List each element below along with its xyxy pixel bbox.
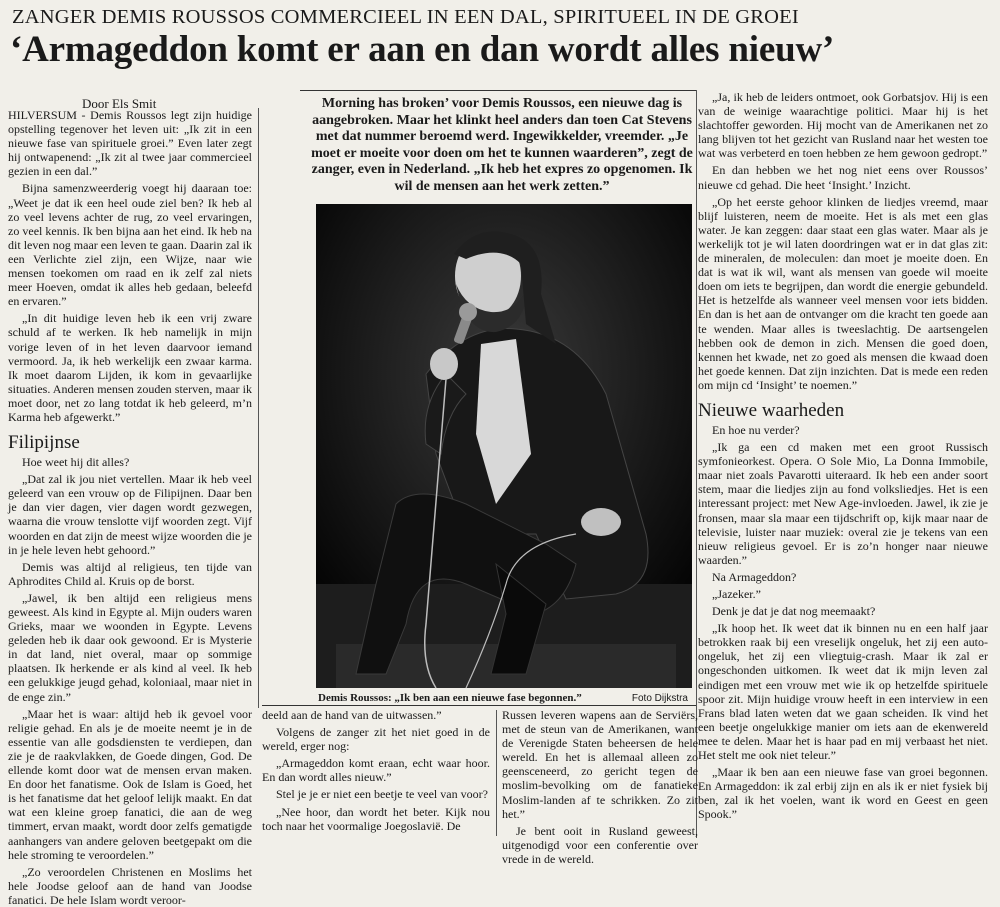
paragraph: „Op het eerste gehoor klinken de liedjes vreemd, maar blijf luisteren, neem de moeite. Het is als met een glas water. Je kan zeggen: daar staat een glas water. Maar als je werkelijk tot je wil laten doordringen wat er in dat glas zit: de mineralen, de moleculen: dan moet je moeite doen. En dat is wat ik wil, want als mensen van goede wil moeite doen om iets te begrijpen, dan wordt die energie gebundeld. Het is hetzelfde als wanneer veel mensen voor iets bidden. En dan is het aan de ontvanger om die kracht ten goede aan te wenden. Maar alles is tweeslachtig. De aartsengelen hebben ook de demon in zich. Mensen die goed doen, kennen het kwade, net zo goed als mensen die kwaad doen het goede kennen. Dat zijn inzichten. Dat is mede een reden om mijn cd ‘Insight’ te noemen.” <box>698 194 988 392</box>
paragraph: Denk je dat je dat nog meemaakt? <box>712 604 876 619</box>
paragraph: „Armageddon komt eraan, echt waar hoor. En dan wordt alles nieuw.” <box>262 756 490 785</box>
paragraph: „Nee hoor, dan wordt het beter. Kijk nou toch naar het voormalige Joegoslavië. De <box>262 804 490 833</box>
column-divider-left <box>258 108 259 708</box>
paragraph: „Ik hoop het. Ik weet dat ik binnen nu en een half jaar betrokken raak bij een vreselijk ongeluk, het zij een auto-ongeluk, het zij een vliegtuig-crash. Maar ik zal er ongeschonden uitkomen. Ik weet dat ik mijn leven zal eindigen met een vrouw met wie ik op hetzelfde spirituele spoor zit. Mijn huidige vrouw heeft in een interview in een Frans blad laten weten dat we gaan scheiden. Ik vind het een beetje ongelukkige manier om iets aan de ekenwereld mee te delen. Maar het is haar pad en mij verbaast het niet. Het stelt me ook niet teleur.” <box>698 621 988 763</box>
article-column-1 <box>8 108 252 907</box>
paragraph: En hoe nu verder? <box>712 422 800 437</box>
article-kicker: ZANGER DEMIS ROUSSOS COMMERCIEEL IN EEN DAL, SPIRITUEEL IN DE GROEI <box>12 6 799 28</box>
paragraph: „Ja, ik heb de leiders ontmoet, ook Gorbatsjov. Hij is een van de weinige waarachtige politici. Maar hij is het slachtoffer geworden. Hij mocht van de Amerikanen net zo lang blijven tot het gezicht van Rusland naar het westen toe wat was verbeterd en toen hebben ze hem gewoon gedropt.” <box>698 90 988 161</box>
paragraph: Je bent ooit in Rusland geweest, uitgenodigd voor een conferentie over vrede in de wereld. <box>502 823 698 866</box>
intro-top-rule <box>300 90 696 91</box>
paragraph: Stel je je er niet een beetje te veel van voor? <box>276 787 488 802</box>
paragraph: deeld aan de hand van de uitwassen.” <box>262 708 442 722</box>
singer-photo-illustration <box>316 204 692 688</box>
paragraph: Na Armageddon? <box>712 569 797 584</box>
paragraph: „Jazeker.” <box>712 587 761 601</box>
paragraph: „In dit huidige leven heb ik een vrij zware schuld af te werken. Ik heb namelijk in mijn vorige leven of in het leven daarvoor iemand vermoord. Ja, ik heb werkelijk een zwaar karma. Ik moet daarom Lijden, ik kom in gevaarlijke situaties. Anderen mensen zouden sterven, maar ik moet door, net zo lang totdat ik heb geleerd, m’n Karma heb afgewerkt.” <box>8 311 252 424</box>
photo-credit: Foto Dijkstra <box>631 693 688 704</box>
article-column-4 <box>698 90 988 835</box>
paragraph: En dan hebben we het nog niet eens over Roussos’ nieuwe cd gehad. Die heet ‘Insight.’ Inzicht. <box>698 163 988 192</box>
article-headline: ‘Armageddon komt er aan en dan wordt alles nieuw’ <box>10 29 835 70</box>
article-column-3-bottom <box>502 708 698 866</box>
subheading-filipijnse: Filipijnse <box>8 432 80 454</box>
paragraph: „Jawel, ik ben altijd een religieus mens geweest. Als kind in Egypte al. Mijn ouders waren Grieks, maar we woonden in Egypte. Levens geleden heb ik daar ook gewoond. Er is Mysterie in dat land, niet overal, maar op sommige plaatsen. Ik herkende er als kind al veel. Ik heb een gelukkige jeugd gehad, koloniaal, maar niet in de enge zin.” <box>8 590 252 704</box>
paragraph: „Zo veroordelen Christenen en Moslims het hele Joodse geloof aan de hand van Joodse fanatici. De hele Islam wordt veroor- <box>8 864 252 907</box>
paragraph: Hoe weet hij dit alles? <box>22 455 130 470</box>
paragraph: „Maar het is waar: altijd heb ik gevoel voor religie gehad. En als je de moeite neemt je in de essentie van alle godsdiensten te verdiepen, dan zie je de raakvlakken, de Goede dingen, God. De ellende komt door wat de mensen ervan maken. En door het fanatisme. Ook de Islam is Goed, het is het fanatisme dat het geloof lelijk maakt. En dat wat een kleine groep fanatici, die aan de weg timmert, ervan maakt, wordt door zelfs gematigde aanhangers van andere geloven beetgepakt om die hele stroming te veroordelen.” <box>8 706 252 862</box>
caption-text: Demis Roussos: „Ik ben aan een nieuwe fase begonnen.” <box>318 692 582 704</box>
subheading-nieuwe-waarheden: Nieuwe waarheden <box>698 399 845 421</box>
paragraph: HILVERSUM - Demis Roussos legt zijn huidige opstelling tegenover het leven uit: „Ik zit in een nieuwe fase van spirituele groei.” Even later zegt hij ontwapenend: „Ik zit al twee jaar commercieel gezien in een dal.” <box>8 108 252 179</box>
paragraph: Bijna samenzweerderig voegt hij daaraan toe: „Weet je dat ik een heel oude ziel ben? Ik heb al zo veel levens achter de rug, zo veel ervaringen, zo veel kennis. Ik ben bijna aan het eind. Ik heb na dit leven nog maar een leven te gaan. Daarin zal ik een Verlichte ziel zijn, een Wijze, naar wie mensen toekomen om raad en ik zelf zal niets meer Hoeven, omdat ik alles heb gedaan, beleefd en ervaren.” <box>8 181 252 309</box>
article-column-2-bottom <box>262 708 490 838</box>
paragraph: „Ik ga een cd maken met een groot Russisch symfonieorkest. Opera. O Sole Mio, La Donna Immobile, maar niet zoals Pavarotti uiteraard. Ik heb een ander soort stem, maar die liedjes zijn au fond volksliedjes. Het is een interessant project: met New Age-invloeden. Jawel, ik zie je fronsen, maar sla maar een tijdschrift op, kijk maar naar de televisie, luister naar muziek: overal zie je tekens van een nieuw religieus gevoel. Er is zo’n honger naar nieuwe waarden.” <box>698 440 988 567</box>
paragraph: Russen leveren wapens aan de Serviërs, met de steun van de Amerikanen, want de Verenigde Staten beheersen de hele wereld. En het is allemaal alleen zo geensceneerd, zo gericht tegen de moslim-bevolking om de fanatieke Moslim-landen af te schrikken. Zo zit het.” <box>502 708 698 821</box>
photo-demis-roussos <box>316 204 692 688</box>
paragraph: Demis was altijd al religieus, ten tijde van Aphrodites Child al. Kruis op de borst. <box>8 559 252 588</box>
intro-lede: Morning has broken’ voor Demis Roussos, een nieuwe dag is aangebroken. Maar het klinkt heel anders dan toen Cat Stevens met dat nummer beroemd werd. Ingewikkelder, vreemder. „Je moet er moeite voor doen om het te kunnen waarderen”, zegt de zanger, even in Nederland. „Ik heb het expres zo opgenomen. Ik wil de mensen aan het werk zetten.” <box>311 96 693 194</box>
byline: Door Els Smit <box>82 96 157 111</box>
bottom-divider <box>496 710 497 836</box>
paragraph: „Maar ik ben aan een nieuwe fase van groei begonnen. En Armageddon: ik zal erbij zijn en als ik er niet fysiek bij ben, zal ik het voelen, want ik word en Geest en geen Spook.” <box>698 765 988 822</box>
bottom-block-rule <box>262 705 696 706</box>
photo-caption <box>318 692 692 704</box>
paragraph: Volgens de zanger zit het niet goed in de wereld, erger nog: <box>262 725 490 754</box>
paragraph: „Dat zal ik jou niet vertellen. Maar ik heb veel geleerd van een vrouw op de Filipijnen. Daar ben je dan vier dagen, vier dagen wordt gezwegen, waarna die vrouw tenslotte vijf woorden zegt. Vijf woorden en dat zijn de meest wijze woorden die je in je hele leven hebt gehoord.” <box>8 472 252 557</box>
